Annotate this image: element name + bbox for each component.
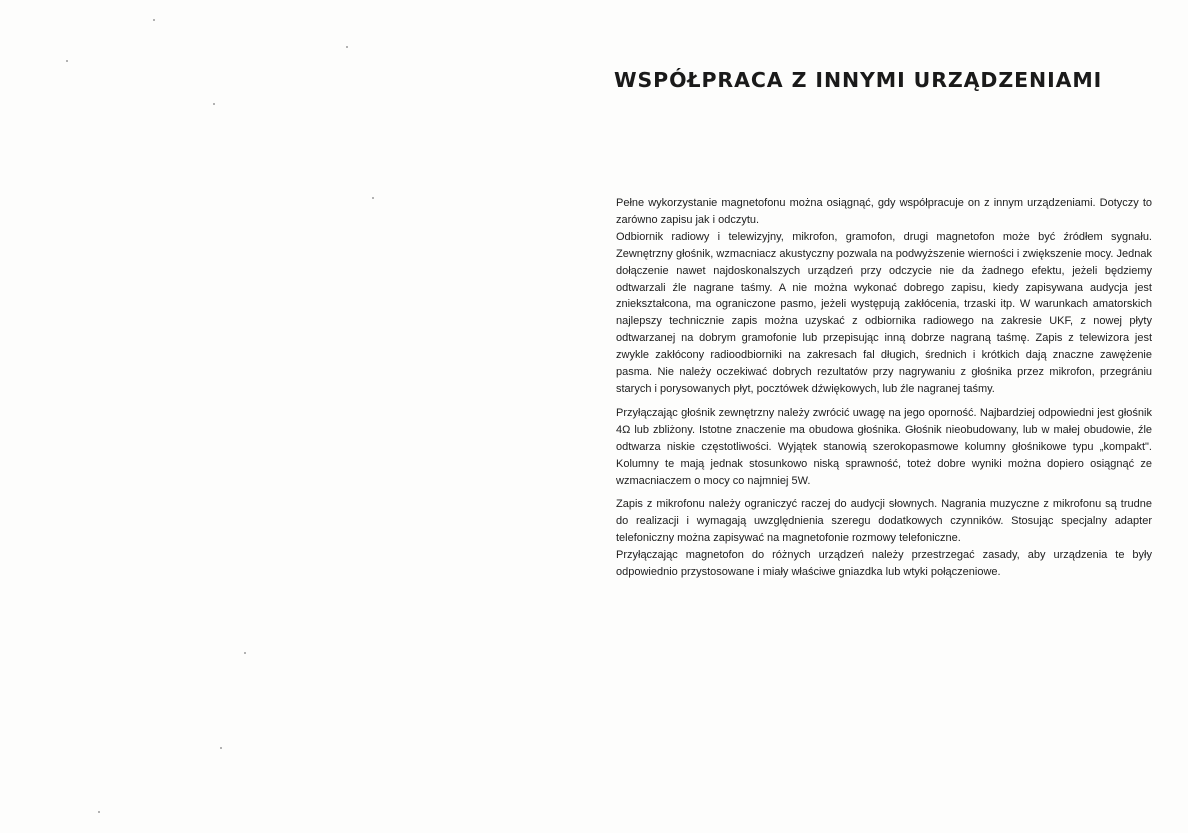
body-text (616, 195, 1152, 581)
paper-speck (220, 747, 222, 749)
right-page (594, 0, 1188, 833)
paragraph-external-speaker: Przyłączając głośnik zewnętrzny należy zwrócić uwagę na jego oporność. Najbardziej odpowiedni jest głośnik 4Ω lub zbliżony. Istotne znaczenie ma obudowa głośnika. Głośnik nieobudowany, lub w małej obudowie, źle odtwarza niskie częstotliwości. Wyjątek stanowią szerokopasmowe kolumny głośnikowe typu „kompakt". Kolumny te mają jednak stosunkowo niską sprawność, toteż dobre wyniki można dopiero osiągnąć ze wzmacniaczem o mocy co najmniej 5W. (616, 406, 1152, 487)
paper-speck (153, 19, 155, 21)
paper-speck (244, 652, 246, 654)
paper-speck (372, 197, 374, 199)
paper-speck (98, 811, 100, 813)
paragraph-connections: Przyłączając magnetofon do różnych urządzeń należy przestrzegać zasady, aby urządzenia te były odpowiednio przystosowane i miały właściwe gniazdka lub wtyki połączeniowe. (616, 549, 1152, 579)
paper-speck (66, 60, 68, 62)
paper-speck (346, 46, 348, 48)
paper-speck (213, 103, 215, 105)
page-title: WSPÓŁPRACA Z INNYMI URZĄDZENIAMI (614, 68, 1103, 92)
paragraph-microphone: Zapis z mikrofonu należy ograniczyć raczej do audycji słownych. Nagrania muzyczne z mikrofonu są trudne do realizacji i wymagają uwzględnienia szeregu dodatkowych czynników. Stosując specjalny adapter telefoniczny można zapisywać na magnetofonie rozmowy telefoniczne. (616, 498, 1152, 545)
paragraph-signal-sources: Odbiornik radiowy i telewizyjny, mikrofon, gramofon, drugi magnetofon może być źródłem sygnału. Zewnętrzny głośnik, wzmacniacz akustyczny pozwala na podwyższenie wierności i zwiększenie mocy. Jednak dołączenie nawet najdoskonalszych urządzeń przy odczycie nie da żadnego efektu, jeżeli będziemy odtwarzali źle nagrane taśmy. A nie można wykonać dobrego zapisu, kiedy zapisywana audycja jest zniekształcona, ma ograniczone pasmo, jeżeli występują zakłócenia, trzaski itp. W warunkach amatorskich najlepszy technicznie zapis można uzyskać z odbiornika radiowego na zakresie UKF, z nowej płyty odtwarzanej na dobrym gramofonie lub przepisując inną dobrze nagraną taśmę. Zapis z telewizora jest zwykle zakłócony radioodbiorniki na zakresach fal długich, średnich i krótkich dają znaczne zawężenie pasma. Nie należy oczekiwać dobrych rezultatów przy nagrywaniu z głośnika przez mikrofon, przegrániu starych i porysowanych płyt, pocztówek dźwiękowych, lub źle nagranej taśmy. (616, 230, 1152, 395)
paragraph-intro: Pełne wykorzystanie magnetofonu można osiągnąć, gdy współpracuje on z innym urządzeniami. Dotyczy to zarówno zapisu jak i odczytu. (616, 197, 1152, 226)
